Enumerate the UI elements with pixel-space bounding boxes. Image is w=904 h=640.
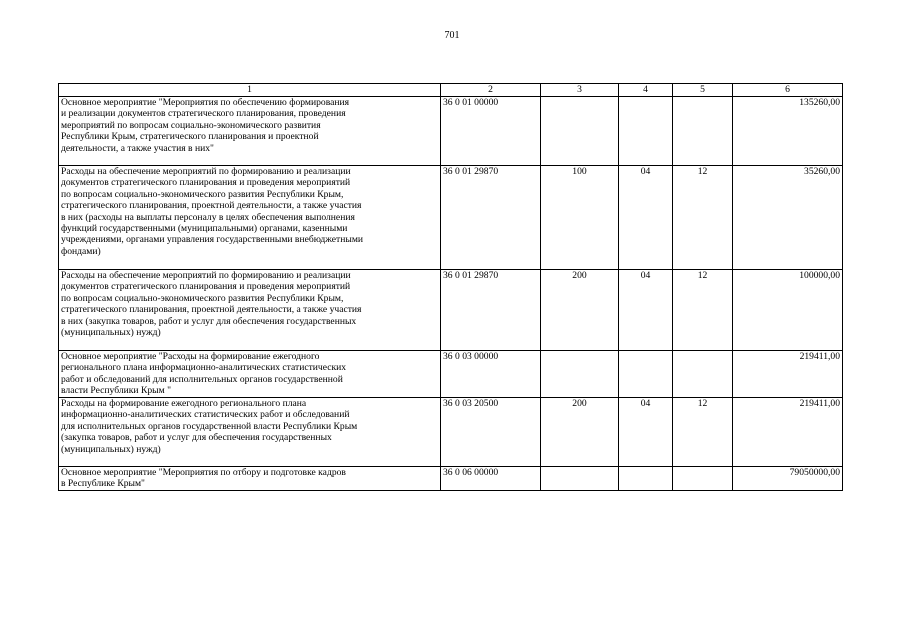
row-expense-type	[541, 467, 619, 491]
table-row	[59, 270, 843, 351]
row-target-code: 36 0 01 29870	[441, 166, 541, 270]
row-section: 04	[619, 398, 673, 467]
row-amount: 135260,00	[733, 97, 843, 166]
row-amount: 35260,00	[733, 166, 843, 270]
row-section	[619, 97, 673, 166]
table-row	[59, 166, 843, 270]
row-amount: 79050000,00	[733, 467, 843, 491]
table-row	[59, 398, 843, 467]
row-target-code: 36 0 06 00000	[441, 467, 541, 491]
table-row	[59, 467, 843, 491]
row-target-code: 36 0 01 00000	[441, 97, 541, 166]
row-description: Расходы на обеспечение мероприятий по формированию и реализации документов стратегического планирования и проведения мероприятий по вопросам социально-экономического развития Республики Крым, стратегического планирования, проектной деятельности, а также участия в них (закупка товаров, работ и услуг для обеспечения государственных (муниципальных) нужд)	[59, 270, 441, 351]
row-description: Основное мероприятие "Мероприятия по отбору и подготовке кадров в Республике Крым"	[59, 467, 441, 491]
row-description: Основное мероприятие "Расходы на формирование ежегодного регионального плана информационно-аналитических статистических работ и обследований для исполнительных органов государственной власти Республики Крым "	[59, 351, 441, 398]
row-description: Расходы на обеспечение мероприятий по формированию и реализации документов стратегического планирования и проведения мероприятий по вопросам социально-экономического развития Республики Крым, стратегического планирования, проектной деятельности, а также участия в них (расходы на выплаты персоналу в целях обеспечения выполнения функций государственными (муниципальными) органами, казенными учреждениями, органами управления государственными внебюджетными фондами)	[59, 166, 441, 270]
row-target-code: 36 0 03 00000	[441, 351, 541, 398]
row-subsection	[673, 97, 733, 166]
row-expense-type: 100	[541, 166, 619, 270]
row-target-code: 36 0 01 29870	[441, 270, 541, 351]
row-expense-type	[541, 351, 619, 398]
table-row	[59, 351, 843, 398]
row-section	[619, 351, 673, 398]
row-amount: 219411,00	[733, 398, 843, 467]
table-header-row	[59, 84, 843, 97]
row-amount: 100000,00	[733, 270, 843, 351]
column-header: 6	[733, 84, 843, 97]
column-header: 3	[541, 84, 619, 97]
row-expense-type: 200	[541, 270, 619, 351]
row-section	[619, 467, 673, 491]
row-target-code: 36 0 03 20500	[441, 398, 541, 467]
row-description: Основное мероприятие "Мероприятия по обеспечению формирования и реализации документов стратегического планирования, проведения мероприятий по вопросам социально-экономического развития Республики Крым, стратегического планирования и проектной деятельности, а также участия в них"	[59, 97, 441, 166]
row-description: Расходы на формирование ежегодного регионального плана информационно-аналитических статистических работ и обследований для исполнительных органов государственной власти Республики Крым (закупка товаров, работ и услуг для обеспечения государственных (муниципальных) нужд)	[59, 398, 441, 467]
row-subsection: 12	[673, 270, 733, 351]
row-subsection: 12	[673, 398, 733, 467]
row-section: 04	[619, 166, 673, 270]
budget-table	[58, 83, 843, 491]
column-header: 5	[673, 84, 733, 97]
row-subsection: 12	[673, 166, 733, 270]
column-header: 4	[619, 84, 673, 97]
column-header: 1	[59, 84, 441, 97]
row-amount: 219411,00	[733, 351, 843, 398]
row-section: 04	[619, 270, 673, 351]
row-subsection	[673, 351, 733, 398]
table-row	[59, 97, 843, 166]
row-expense-type: 200	[541, 398, 619, 467]
page-number: 701	[444, 30, 460, 41]
column-header: 2	[441, 84, 541, 97]
row-expense-type	[541, 97, 619, 166]
row-subsection	[673, 467, 733, 491]
